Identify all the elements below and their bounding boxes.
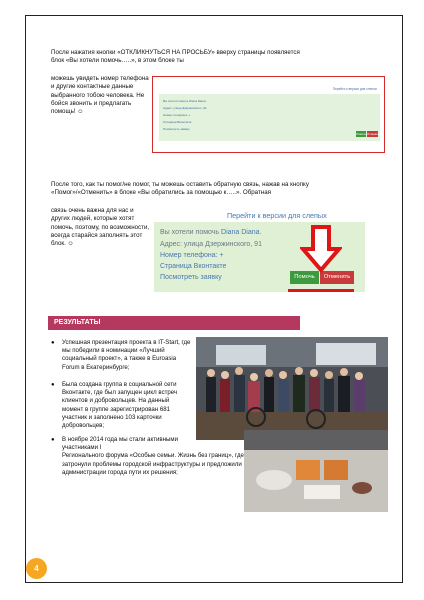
list-item-text-tail: Регионального форума «Особые семьи. Жизнь без границ», где затронули проблемы городской инфраструктуры и предложили администрации города пути их решения; xyxy=(62,452,244,476)
panel-line: Номер телефона: + xyxy=(163,113,191,117)
paragraph-1-body: можешь увидеть номер телефона и другие контактные данные выбранного тобою человека. Не бойся звонить и предлагать помощь! ☺ xyxy=(51,75,149,116)
list-item-text: Была создана группа в социальной сети Вконтакте, где был запущен цикл встреч клиентов и добровольцев. На данный момент в группе зарегистрирован 681 участник и заполнено 103 карточки добровольцев; xyxy=(62,381,178,430)
paragraph-2-body: связь очень важна для нас и других людей, которые хотят помочь, поэтому, по возможности, всегда старайся заполнять этот блок. ☺ xyxy=(51,207,150,248)
list-item-text: Успешная презентация проекта в IT-Start, где мы победили в номинации «Лучший социальный проект», а также в Euroasia Forum в Екатеринбурге; xyxy=(62,339,191,371)
list-item-text xyxy=(51,436,244,477)
paragraph-2-intro: После того, как ты помог/не помог, ты можешь оставить обратную связь, нажав на кнопку «Помог»/«Отменить» в блоке «Вы обратились за помощью к…..». Обратная xyxy=(51,181,309,197)
wanted-line xyxy=(160,228,261,237)
help-button: Помочь xyxy=(290,271,319,284)
screenshot-help-block xyxy=(152,76,385,153)
list-item xyxy=(51,339,191,372)
panel-line: Адрес: улица Дзержинского, 91 xyxy=(163,106,207,110)
cancel-button-small: Отменить xyxy=(367,132,380,136)
help-panel xyxy=(159,94,380,141)
bullet-icon: ● xyxy=(51,340,55,346)
view-request-link: Посмотреть заявку xyxy=(160,274,222,281)
list-item xyxy=(51,436,244,477)
highlight-underline xyxy=(288,289,354,292)
down-arrow-icon xyxy=(300,225,342,273)
bullet-icon: ● xyxy=(51,437,55,443)
paragraph-1-intro: После нажатия кнопки «ОТКЛИКНУТЬСЯ НА ПРОСЬБУ» вверху страницы появляется блок «Вы хотели помочь…..», в этом блоке ты xyxy=(51,49,300,65)
blind-version-link: Перейти к версии для слепых xyxy=(332,87,377,91)
help-button-small: Помочь xyxy=(356,132,366,136)
panel-line: Страница Вконтакте xyxy=(163,120,192,124)
person-name: Diana Diana. xyxy=(221,229,262,236)
group-photo xyxy=(196,337,388,440)
address-line: Адрес: улица Дзержинского, 91 xyxy=(160,241,262,248)
cancel-button: Отменить xyxy=(320,271,354,284)
wanted-text: Вы хотели помочь xyxy=(160,229,220,236)
list-item-text-head: В ноябре 2014 года мы стали активными участниками I xyxy=(62,436,178,452)
phone-line: Номер телефона: + xyxy=(160,252,224,259)
panel-line: Вы хотели помочь Diana Diana. xyxy=(163,99,207,103)
bullet-icon: ● xyxy=(51,382,55,388)
results-heading: РЕЗУЛЬТАТЫ xyxy=(48,316,300,330)
page-number-badge: 4 xyxy=(26,558,47,579)
blind-version-link-large: Перейти к версии для слепых xyxy=(227,211,327,220)
table-items-photo xyxy=(244,430,388,512)
vk-link: Страница Вконтакте xyxy=(160,263,227,270)
panel-line: Посмотреть заявку xyxy=(163,127,190,131)
list-item xyxy=(51,381,191,430)
